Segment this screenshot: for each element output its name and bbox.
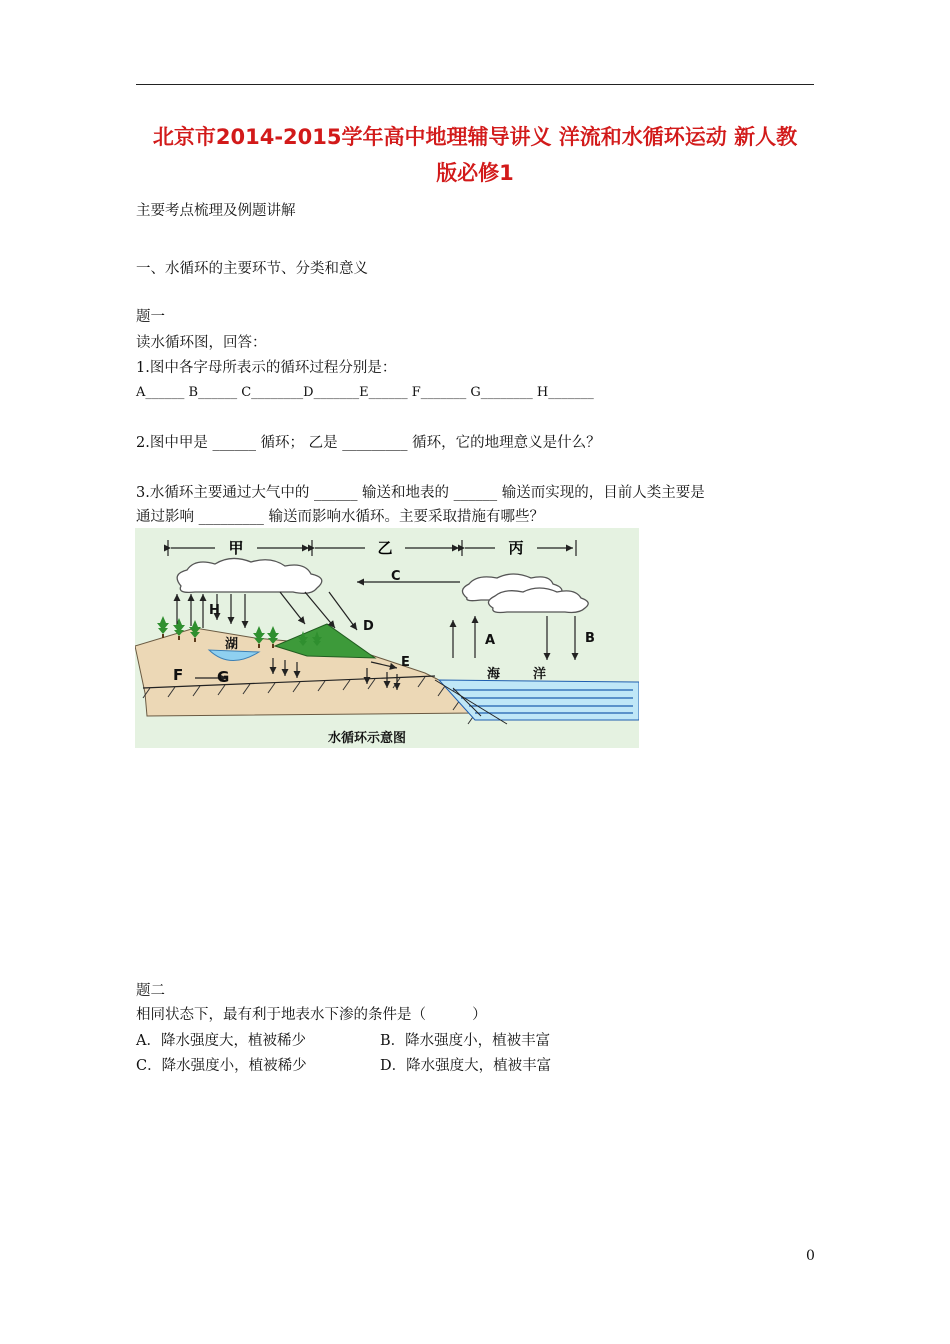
label-lake: 湖 [225,637,239,652]
subtitle: 主要考点梳理及例题讲解 [136,203,296,219]
figure-caption: 水循环示意图 [327,731,407,746]
question-1-item-3-line-1: 3.水循环主要通过大气中的 ______ 输送和地表的 ______ 输送而实现的，目前人类主要是 [136,485,705,501]
question-1-blanks: A______ B______ C________D_______E______ F_______ G________ H_______ [136,385,594,400]
label-ocean-1: 海 [487,667,501,682]
label-G: G [217,668,230,686]
page-number: 0 [806,1248,815,1264]
label-E: E [401,655,410,670]
label-D: D [363,619,374,634]
label-yi: 乙 [377,539,393,557]
label-ocean-2: 洋 [533,667,547,682]
label-A: A [485,633,496,648]
question-1-item-2: 2.图中甲是 ______ 循环； 乙是 _________ 循环，它的地理意义是什么？ [136,435,601,451]
label-jia: 甲 [228,539,244,557]
label-B: B [585,631,595,646]
question-2-option-d: D．降水强度大，植被丰富 [380,1058,552,1074]
question-2-option-b: B．降水强度小，植被丰富 [380,1033,551,1049]
question-2-option-a: A．降水强度大，植被稀少 [136,1033,306,1049]
label-bing: 丙 [508,539,524,557]
document-title-line-2: 版必修1 [436,161,514,185]
header-rule [136,84,814,85]
question-2-stem: 相同状态下，最有利于地表水下渗的条件是（ ） [136,1007,487,1023]
question-2-heading: 题二 [136,983,165,999]
label-C: C [391,569,401,584]
question-1-intro: 读水循环图，回答： [136,335,267,351]
question-1-heading: 题一 [136,309,165,325]
question-1-item-3-line-2: 通过影响 _________ 输送而影响水循环。主要采取措施有哪些？ [136,509,544,525]
section-heading-1: 一、水循环的主要环节、分类和意义 [136,261,368,277]
water-cycle-diagram [135,528,639,748]
document-title-line-1: 北京市2014-2015学年高中地理辅导讲义 洋流和水循环运动 新人教 [152,125,798,149]
question-2-option-c: C．降水强度小，植被稀少 [136,1058,307,1074]
question-1-item-1: 1.图中各字母所表示的循环过程分别是： [136,360,397,376]
label-F: F [173,666,184,684]
label-H: H [209,603,220,618]
